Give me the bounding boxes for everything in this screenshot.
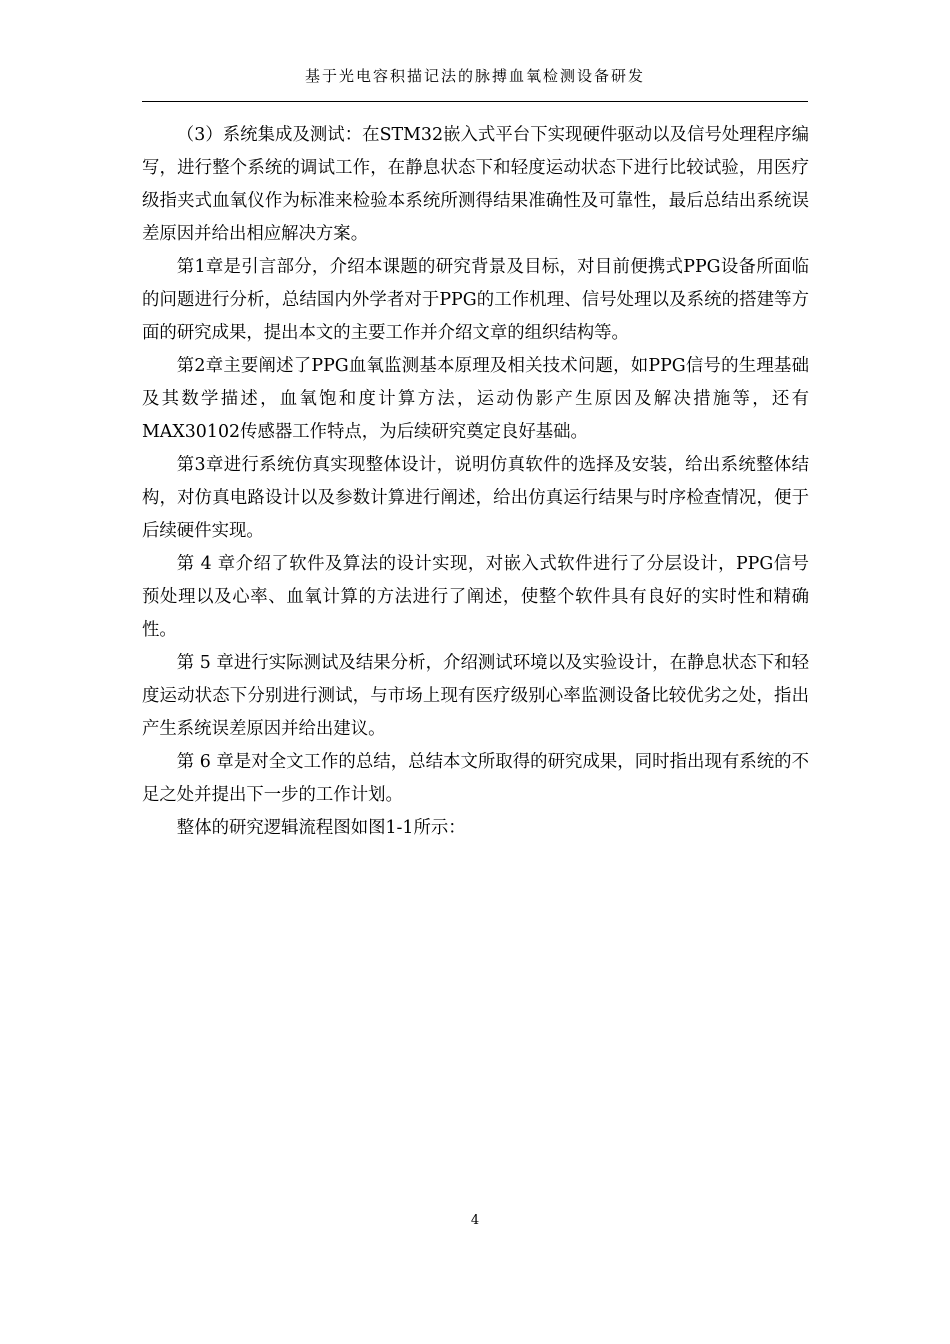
paragraph-chapter-1: 第1章是引言部分，介绍本课题的研究背景及目标，对目前便携式PPG设备所面临的问题进行分析，总结国内外学者对于PPG的工作机理、信号处理以及系统的搭建等方面的研究成果，提出本文的主要工作并介绍文章的组织结构等。 bbox=[142, 257, 809, 343]
body-text bbox=[142, 119, 809, 845]
page-number: 4 bbox=[470, 1213, 480, 1228]
paragraph-flowchart-intro: 整体的研究逻辑流程图如图1-1所示： bbox=[176, 818, 466, 838]
paragraph-chapter-4: 第 4 章介绍了软件及算法的设计实现，对嵌入式软件进行了分层设计，PPG信号预处理以及心率、血氧计算的方法进行了阐述，使整个软件具有良好的实时性和精确性。 bbox=[142, 554, 809, 640]
paragraph-chapter-3: 第3章进行系统仿真实现整体设计，说明仿真软件的选择及安装，给出系统整体结构，对仿真电路设计以及参数计算进行阐述，给出仿真运行结果与时序检查情况，便于后续硬件实现。 bbox=[142, 455, 809, 541]
paragraph-chapter-2: 第2章主要阐述了PPG血氧监测基本原理及相关技术问题，如PPG信号的生理基础及其数学描述，血氧饱和度计算方法，运动伪影产生原因及解决措施等，还有MAX30102传感器工作特点，为后续研究奠定良好基础。 bbox=[142, 356, 809, 442]
paragraph-chapter-5: 第 5 章进行实际测试及结果分析，介绍测试环境以及实验设计，在静息状态下和轻度运动状态下分别进行测试，与市场上现有医疗级别心率监测设备比较优劣之处，指出产生系统误差原因并给出建议。 bbox=[142, 653, 809, 739]
header-rule bbox=[142, 101, 808, 102]
paragraph-system-integration: （3）系统集成及测试：在STM32嵌入式平台下实现硬件驱动以及信号处理程序编写，进行整个系统的调试工作，在静息状态下和轻度运动状态下进行比较试验，用医疗级指夹式血氧仪作为标准来检验本系统所测得结果准确性及可靠性，最后总结出系统误差原因并给出相应解决方案。 bbox=[142, 125, 809, 244]
running-header: 基于光电容积描记法的脉搏血氧检测设备研发 bbox=[304, 67, 645, 85]
paragraph-chapter-6: 第 6 章是对全文工作的总结，总结本文所取得的研究成果，同时指出现有系统的不足之处并提出下一步的工作计划。 bbox=[142, 752, 809, 805]
